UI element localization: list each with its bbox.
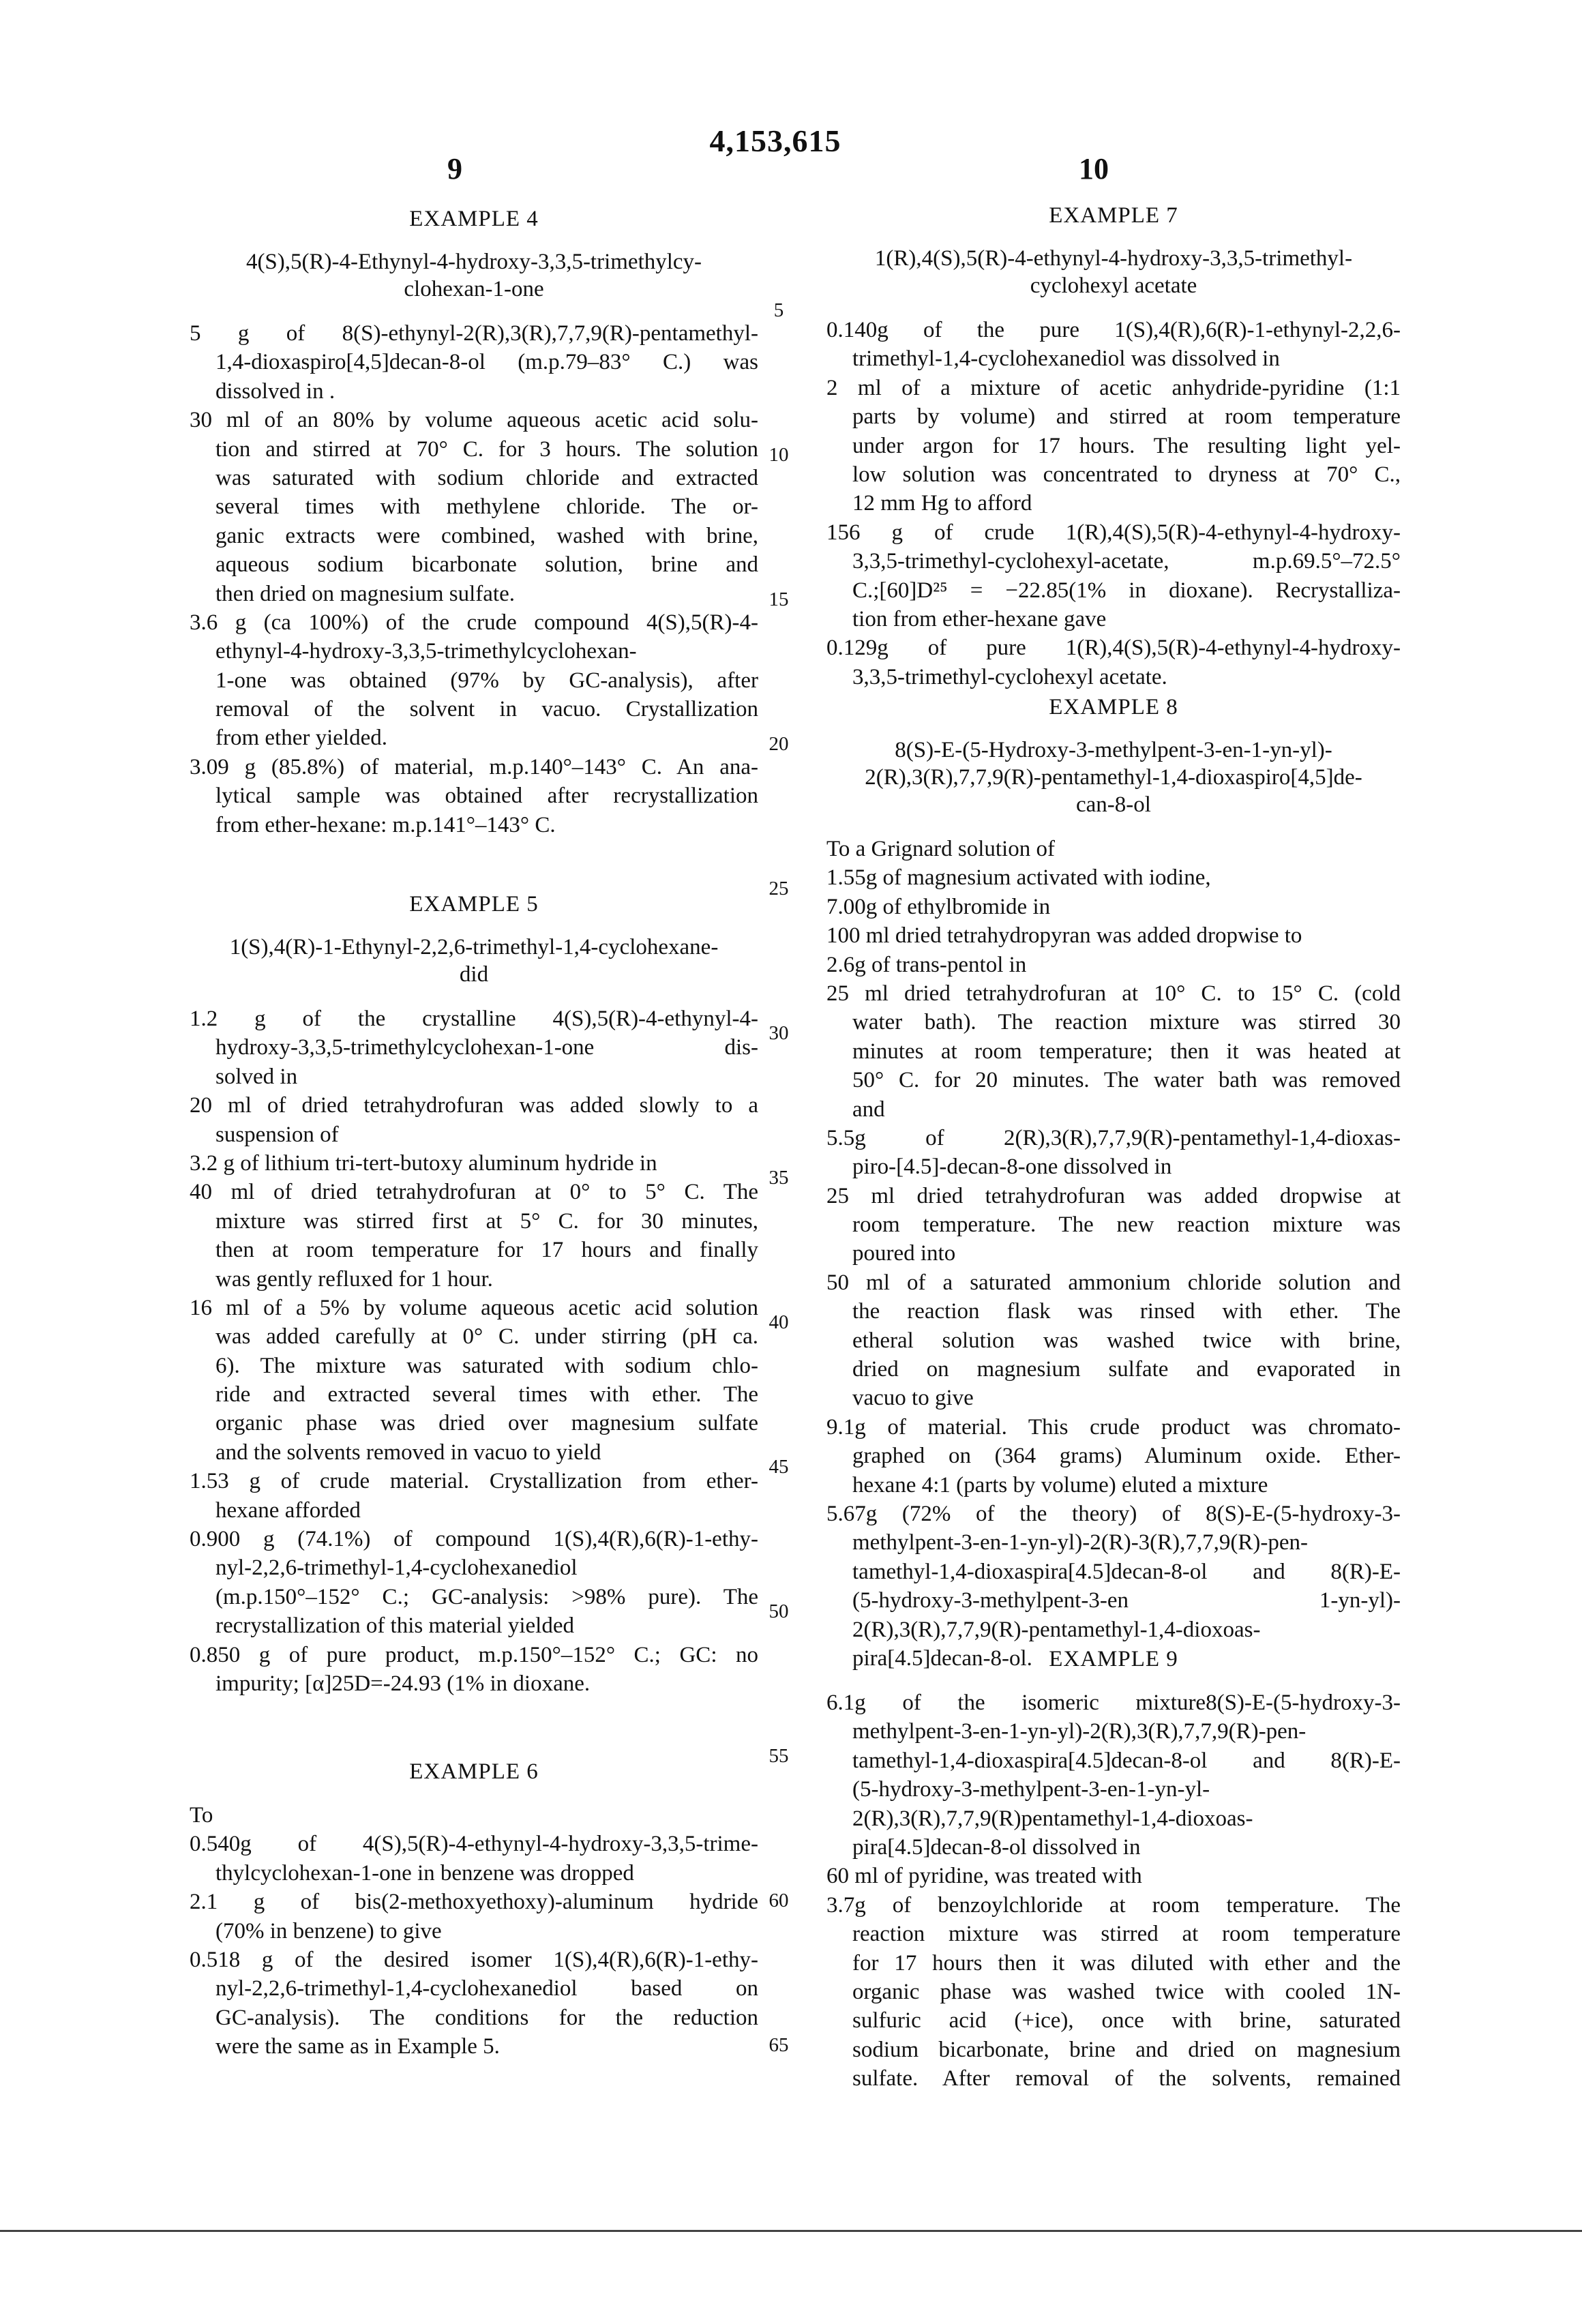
- paragraph: [826, 374, 1401, 518]
- example-heading: EXAMPLE 7: [826, 201, 1401, 230]
- text-line: impurity; [α]25D=-24.93 (1% in dioxane.: [190, 1669, 758, 1698]
- text-line: etheral solution was washed twice with brine,: [826, 1326, 1401, 1355]
- text-line: was gently refluxed for 1 hour.: [190, 1265, 758, 1294]
- text-line: (5-hydroxy-3-methylpent-3-en-1-yn-yl-: [826, 1775, 1401, 1804]
- text-line: minutes at room temperature; then it was heated at: [826, 1037, 1401, 1066]
- text-line: 2.6g of trans-pentol in: [826, 951, 1401, 979]
- text-line: 0.518 g of the desired isomer 1(S),4(R),6(R)-1-ethy-: [190, 1946, 758, 1974]
- example-heading: EXAMPLE 5: [190, 890, 758, 919]
- text-line: To: [190, 1801, 758, 1830]
- title-line: can-8-ol: [826, 791, 1401, 818]
- text-line: lytical sample was obtained after recrystallization: [190, 781, 758, 810]
- text-line: low solution was concentrated to dryness at 70° C.,: [826, 460, 1401, 489]
- text-line: graphed on (364 grams) Aluminum oxide. Ether-: [826, 1442, 1401, 1470]
- text-line: (5-hydroxy-3-methylpent-3-en 1-yn-yl)-: [826, 1586, 1401, 1615]
- text-line: ride and extracted several times with ether. The: [190, 1380, 758, 1409]
- text-line: 0.900 g (74.1%) of compound 1(S),4(R),6(R)-1-ethy-: [190, 1525, 758, 1553]
- text-line: recrystallization of this material yielded: [190, 1611, 758, 1640]
- text-line: vacuo to give: [826, 1384, 1401, 1412]
- paragraph: [826, 863, 1401, 892]
- text-line: nyl-2,2,6-trimethyl-1,4-cyclohexanediol based on: [190, 1974, 758, 2003]
- paragraph: [190, 608, 758, 753]
- paragraph: [826, 518, 1401, 634]
- text-line: 6). The mixture was saturated with sodium chlo-: [190, 1352, 758, 1380]
- title-line: did: [190, 961, 758, 988]
- example-section: [826, 1645, 1401, 2093]
- paragraph: [826, 1413, 1401, 1500]
- line-number: 10: [765, 445, 792, 465]
- text-line: GC-analysis). The conditions for the reduction: [190, 2003, 758, 2032]
- paragraph: [826, 1268, 1401, 1413]
- line-number: 35: [765, 1167, 792, 1188]
- title-line: 4(S),5(R)-4-Ethynyl-4-hydroxy-3,3,5-trimethylcy-: [190, 248, 758, 275]
- text-line: from ether-hexane: m.p.141°–143° C.: [190, 811, 758, 839]
- paragraph: [826, 835, 1401, 863]
- paragraph: [190, 1830, 758, 1888]
- text-line: and: [826, 1095, 1401, 1124]
- text-line: sodium bicarbonate, brine and dried on magnesium: [826, 2036, 1401, 2064]
- text-line: then at room temperature for 17 hours and finally: [190, 1236, 758, 1264]
- compound-title: [190, 934, 758, 988]
- line-number: 25: [765, 878, 792, 899]
- text-line: 3.2 g of lithium tri-tert-butoxy aluminum hydride in: [190, 1149, 758, 1178]
- text-line: 1.55g of magnesium activated with iodine,: [826, 863, 1401, 892]
- line-number: 15: [765, 589, 792, 610]
- text-line: for 17 hours then it was diluted with ether and the: [826, 1949, 1401, 1978]
- text-line: methylpent-3-en-1-yn-yl)-2(R)-3(R),7,7,9(R)-pen-: [826, 1528, 1401, 1557]
- text-line: mixture was stirred first at 5° C. for 30 minutes,: [190, 1207, 758, 1236]
- text-line: 16 ml of a 5% by volume aqueous acetic acid solution: [190, 1294, 758, 1322]
- line-number: 45: [765, 1457, 792, 1477]
- line-number: 60: [765, 1890, 792, 1911]
- text-line: parts by volume) and stirred at room temperature: [826, 402, 1401, 431]
- text-line: several times with methylene chloride. The or-: [190, 492, 758, 521]
- text-line: and the solvents removed in vacuo to yield: [190, 1438, 758, 1467]
- text-line: 1.2 g of the crystalline 4(S),5(R)-4-ethynyl-4-: [190, 1004, 758, 1033]
- text-line: aqueous sodium bicarbonate solution, brine and: [190, 550, 758, 579]
- line-number: 65: [765, 2035, 792, 2055]
- text-line: 9.1g of material. This crude product was chromato-: [826, 1413, 1401, 1442]
- text-line: 1,4-dioxaspiro[4,5]decan-8-ol (m.p.79–83° C.) was: [190, 348, 758, 376]
- text-line: tion from ether-hexane gave: [826, 605, 1401, 634]
- text-line: reaction mixture was stirred at room temperature: [826, 1920, 1401, 1948]
- paragraph: [826, 1182, 1401, 1268]
- title-line: 2(R),3(R),7,7,9(R)-pentamethyl-1,4-dioxaspiro[4,5]de-: [826, 764, 1401, 791]
- text-line: hydroxy-3,3,5-trimethylcyclohexan-1-one dis-: [190, 1033, 758, 1062]
- title-line: 1(R),4(S),5(R)-4-ethynyl-4-hydroxy-3,3,5-trimethyl-: [826, 245, 1401, 272]
- text-line: removal of the solvent in vacuo. Crystallization: [190, 695, 758, 724]
- example-heading: EXAMPLE 9: [826, 1645, 1401, 1673]
- text-line: 3,3,5-trimethyl-cyclohexyl-acetate, m.p.69.5°–72.5°: [826, 547, 1401, 576]
- paragraph: [190, 1467, 758, 1525]
- patent-number: 4,153,615: [0, 123, 1551, 159]
- text-line: 25 ml dried tetrahydrofuran at 10° C. to 15° C. (cold: [826, 979, 1401, 1008]
- text-line: 30 ml of an 80% by volume aqueous acetic acid solu-: [190, 406, 758, 434]
- text-line: 0.140g of the pure 1(S),4(R),6(R)-1-ethynyl-2,2,6-: [826, 316, 1401, 344]
- text-line: To a Grignard solution of: [826, 835, 1401, 863]
- paragraph: [826, 921, 1401, 950]
- compound-title: [826, 245, 1401, 299]
- paragraph: [826, 893, 1401, 921]
- text-line: 5.67g (72% of the theory) of 8(S)-E-(5-hydroxy-3-: [826, 1500, 1401, 1528]
- paragraph: [190, 1888, 758, 1946]
- text-line: was added carefully at 0° C. under stirring (pH ca.: [190, 1322, 758, 1351]
- text-line: (m.p.150°–152° C.; GC-analysis: >98% pure). The: [190, 1583, 758, 1611]
- title-line: 1(S),4(R)-1-Ethynyl-2,2,6-trimethyl-1,4-cyclohexane-: [190, 934, 758, 961]
- example-section: [826, 201, 1401, 691]
- example-section: [826, 693, 1401, 1673]
- paragraph: [826, 1862, 1401, 1890]
- page-number-right: 10: [1079, 151, 1109, 186]
- text-line: under argon for 17 hours. The resulting light yel-: [826, 432, 1401, 460]
- text-line: organic phase was dried over magnesium sulfate: [190, 1409, 758, 1437]
- paragraph: [190, 1801, 758, 1830]
- text-line: then dried on magnesium sulfate.: [190, 580, 758, 608]
- compound-title: [190, 248, 758, 303]
- text-line: suspension of: [190, 1120, 758, 1149]
- example-section: [190, 890, 758, 1698]
- text-line: dissolved in .: [190, 377, 758, 406]
- paragraph: [190, 1091, 758, 1149]
- text-line: piro-[4.5]-decan-8-one dissolved in: [826, 1152, 1401, 1181]
- text-line: ganic extracts were combined, washed with brine,: [190, 522, 758, 550]
- text-line: 20 ml of dried tetrahydrofuran was added slowly to a: [190, 1091, 758, 1120]
- title-line: clohexan-1-one: [190, 275, 758, 303]
- text-line: thylcyclohexan-1-one in benzene was dropped: [190, 1859, 758, 1888]
- text-line: 5.5g of 2(R),3(R),7,7,9(R)-pentamethyl-1,4-dioxas-: [826, 1124, 1401, 1152]
- paragraph: [826, 979, 1401, 1124]
- text-line: hexane afforded: [190, 1496, 758, 1525]
- text-line: 3.09 g (85.8%) of material, m.p.140°–143° C. An ana-: [190, 753, 758, 781]
- example-heading: EXAMPLE 6: [190, 1757, 758, 1786]
- text-line: was saturated with sodium chloride and extracted: [190, 464, 758, 492]
- text-line: 100 ml dried tetrahydropyran was added dropwise to: [826, 921, 1401, 950]
- paragraph: [190, 319, 758, 406]
- paragraph: [826, 1891, 1401, 2094]
- example-heading: EXAMPLE 4: [190, 205, 758, 233]
- paragraph: [190, 753, 758, 839]
- line-number: 5: [765, 300, 792, 321]
- example-section: [190, 1757, 758, 2061]
- line-number: 20: [765, 734, 792, 754]
- text-line: pira[4.5]decan-8-ol.: [826, 1644, 1401, 1673]
- text-line: 7.00g of ethylbromide in: [826, 893, 1401, 921]
- paragraph: [190, 1149, 758, 1178]
- example-section: [190, 205, 758, 839]
- text-line: 50 ml of a saturated ammonium chloride solution and: [826, 1268, 1401, 1297]
- paragraph: [190, 1641, 758, 1699]
- example-heading: EXAMPLE 8: [826, 693, 1401, 721]
- paragraph: [826, 1688, 1401, 1862]
- text-line: 1.53 g of crude material. Crystallization from ether-: [190, 1467, 758, 1495]
- paragraph: [190, 1946, 758, 2061]
- text-line: poured into: [826, 1239, 1401, 1268]
- text-line: ethynyl-4-hydroxy-3,3,5-trimethylcyclohexan-: [190, 637, 758, 666]
- text-line: 60 ml of pyridine, was treated with: [826, 1862, 1401, 1890]
- text-line: water bath). The reaction mixture was stirred 30: [826, 1008, 1401, 1037]
- paragraph: [190, 406, 758, 608]
- text-line: pira[4.5]decan-8-ol dissolved in: [826, 1833, 1401, 1862]
- text-line: hexane 4:1 (parts by volume) eluted a mixture: [826, 1471, 1401, 1500]
- text-line: solved in: [190, 1062, 758, 1091]
- text-line: were the same as in Example 5.: [190, 2032, 758, 2061]
- line-number: 40: [765, 1312, 792, 1332]
- line-number: 50: [765, 1601, 792, 1622]
- text-line: 0.540g of 4(S),5(R)-4-ethynyl-4-hydroxy-3,3,5-trime-: [190, 1830, 758, 1858]
- text-line: 3,3,5-trimethyl-cyclohexyl acetate.: [826, 663, 1401, 691]
- text-line: methylpent-3-en-1-yn-yl)-2(R),3(R),7,7,9(R)-pen-: [826, 1717, 1401, 1746]
- text-line: sulfuric acid (+ice), once with brine, saturated: [826, 2006, 1401, 2035]
- text-line: room temperature. The new reaction mixture was: [826, 1210, 1401, 1239]
- bottom-rule: [0, 2230, 1582, 2232]
- text-line: 6.1g of the isomeric mixture8(S)-E-(5-hydroxy-3-: [826, 1688, 1401, 1717]
- text-line: 40 ml of dried tetrahydrofuran at 0° to 5° C. The: [190, 1178, 758, 1206]
- text-line: 3.6 g (ca 100%) of the crude compound 4(S),5(R)-4-: [190, 608, 758, 637]
- text-line: dried on magnesium sulfate and evaporated in: [826, 1355, 1401, 1384]
- text-line: C.;[60]D²⁵ = −22.85(1% in dioxane). Recrystalliza-: [826, 576, 1401, 605]
- paragraph: [190, 1178, 758, 1294]
- text-line: 0.850 g of pure product, m.p.150°–152° C.; GC: no: [190, 1641, 758, 1669]
- paragraph: [826, 634, 1401, 691]
- text-line: 156 g of crude 1(R),4(S),5(R)-4-ethynyl-4-hydroxy-: [826, 518, 1401, 547]
- text-line: 2(R),3(R),7,7,9(R)pentamethyl-1,4-dioxoas-: [826, 1804, 1401, 1833]
- text-line: 3.7g of benzoylchloride at room temperature. The: [826, 1891, 1401, 1920]
- text-line: organic phase was washed twice with cooled 1N-: [826, 1978, 1401, 2006]
- text-line: trimethyl-1,4-cyclohexanediol was dissolved in: [826, 344, 1401, 373]
- text-line: the reaction flask was rinsed with ether. The: [826, 1297, 1401, 1326]
- text-line: (70% in benzene) to give: [190, 1917, 758, 1946]
- paragraph: [826, 951, 1401, 979]
- line-number: 55: [765, 1746, 792, 1766]
- text-line: tamethyl-1,4-dioxaspira[4.5]decan-8-ol and 8(R)-E-: [826, 1746, 1401, 1775]
- text-line: 50° C. for 20 minutes. The water bath was removed: [826, 1066, 1401, 1094]
- text-line: nyl-2,2,6-trimethyl-1,4-cyclohexanediol: [190, 1553, 758, 1582]
- paragraph: [190, 1294, 758, 1467]
- page-number-left: 9: [447, 151, 462, 186]
- text-line: tion and stirred at 70° C. for 3 hours. The solution: [190, 435, 758, 464]
- compound-title: [826, 736, 1401, 818]
- text-line: 25 ml dried tetrahydrofuran was added dropwise at: [826, 1182, 1401, 1210]
- paragraph: [190, 1525, 758, 1641]
- text-line: 2(R),3(R),7,7,9(R)-pentamethyl-1,4-dioxoas-: [826, 1615, 1401, 1644]
- paragraph: [190, 1004, 758, 1091]
- paragraph: [826, 1124, 1401, 1182]
- text-line: 2.1 g of bis(2-methoxyethoxy)-aluminum hydride: [190, 1888, 758, 1916]
- line-number: 30: [765, 1023, 792, 1043]
- text-line: sulfate. After removal of the solvents, remained: [826, 2064, 1401, 2093]
- title-line: cyclohexyl acetate: [826, 272, 1401, 299]
- text-line: 1-one was obtained (97% by GC-analysis), after: [190, 666, 758, 695]
- text-line: 0.129g of pure 1(R),4(S),5(R)-4-ethynyl-4-hydroxy-: [826, 634, 1401, 662]
- paragraph: [826, 316, 1401, 374]
- text-line: 12 mm Hg to afford: [826, 489, 1401, 518]
- text-line: 2 ml of a mixture of acetic anhydride-pyridine (1:1: [826, 374, 1401, 402]
- text-line: from ether yielded.: [190, 724, 758, 752]
- text-line: 5 g of 8(S)-ethynyl-2(R),3(R),7,7,9(R)-pentamethyl-: [190, 319, 758, 348]
- text-line: tamethyl-1,4-dioxaspira[4.5]decan-8-ol and 8(R)-E-: [826, 1558, 1401, 1586]
- title-line: 8(S)-E-(5-Hydroxy-3-methylpent-3-en-1-yn-yl)-: [826, 736, 1401, 764]
